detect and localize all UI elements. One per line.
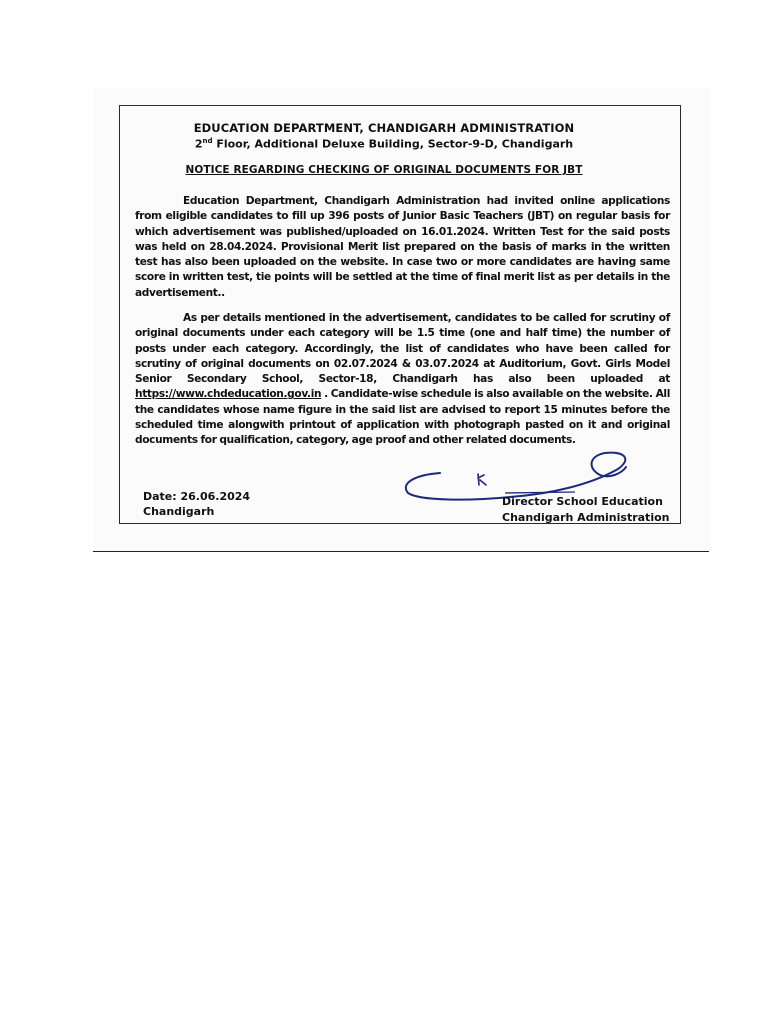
notice-date-block [143,489,250,519]
signatory-office: Chandigarh Administration [502,511,670,524]
department-heading: EDUCATION DEPARTMENT, CHANDIGARH ADMINISTRATION [193,121,575,135]
paragraph-scrutiny: As per details mentioned in the advertisement, candidates to be called for scrutiny of original documents under each category will be 1.5 time (one and half time) the number of posts under each category. Accordingly, the list of candidates who have been called for scrutiny of original documents on 02.07.2024 & 03.07.2024 at Auditorium, Govt. Girls Model Senior Secondary School, Sector-18, Chandigarh has also been uploaded at https://www.chdeducation.gov.in . Candidate-wise schedule is also available on the website. All the candidates whose name figure in the said list are advised to report 15 minutes before the scheduled time alongwith printout of application with photograph pasted on it and original documents for qualification, category, age proof and other related documents. [135,312,670,447]
website-link[interactable]: https://www.chdeducation.gov.in [135,388,322,401]
paragraph-invitation: Education Department, Chandigarh Administration had invited online applications from eligible candidates to fill up 396 posts of Junior Basic Teachers (JBT) on regular basis for which advertisement was published/uploaded on 16.01.2024. Written Test for the said posts was held on 28.04.2024. Provisional Merit list prepared on the basis of marks in the written test has also been uploaded on the website. In case two or more candidates are having same score in written test, tie points will be settled at the time of final merit list as per details in the advertisement.. [135,195,670,299]
notice-title: NOTICE REGARDING CHECKING OF ORIGINAL DOCUMENTS FOR JBT [185,164,583,176]
department-address: 2nd Floor, Additional Deluxe Building, Sector-9-D, Chandigarh [194,137,574,151]
signatory-designation: Director School Education [502,495,663,508]
notice-place: Chandigarh [143,505,215,518]
notice-date: Date: 26.06.2024 [143,490,251,503]
signatory-block [502,494,669,526]
page-divider [93,551,709,552]
